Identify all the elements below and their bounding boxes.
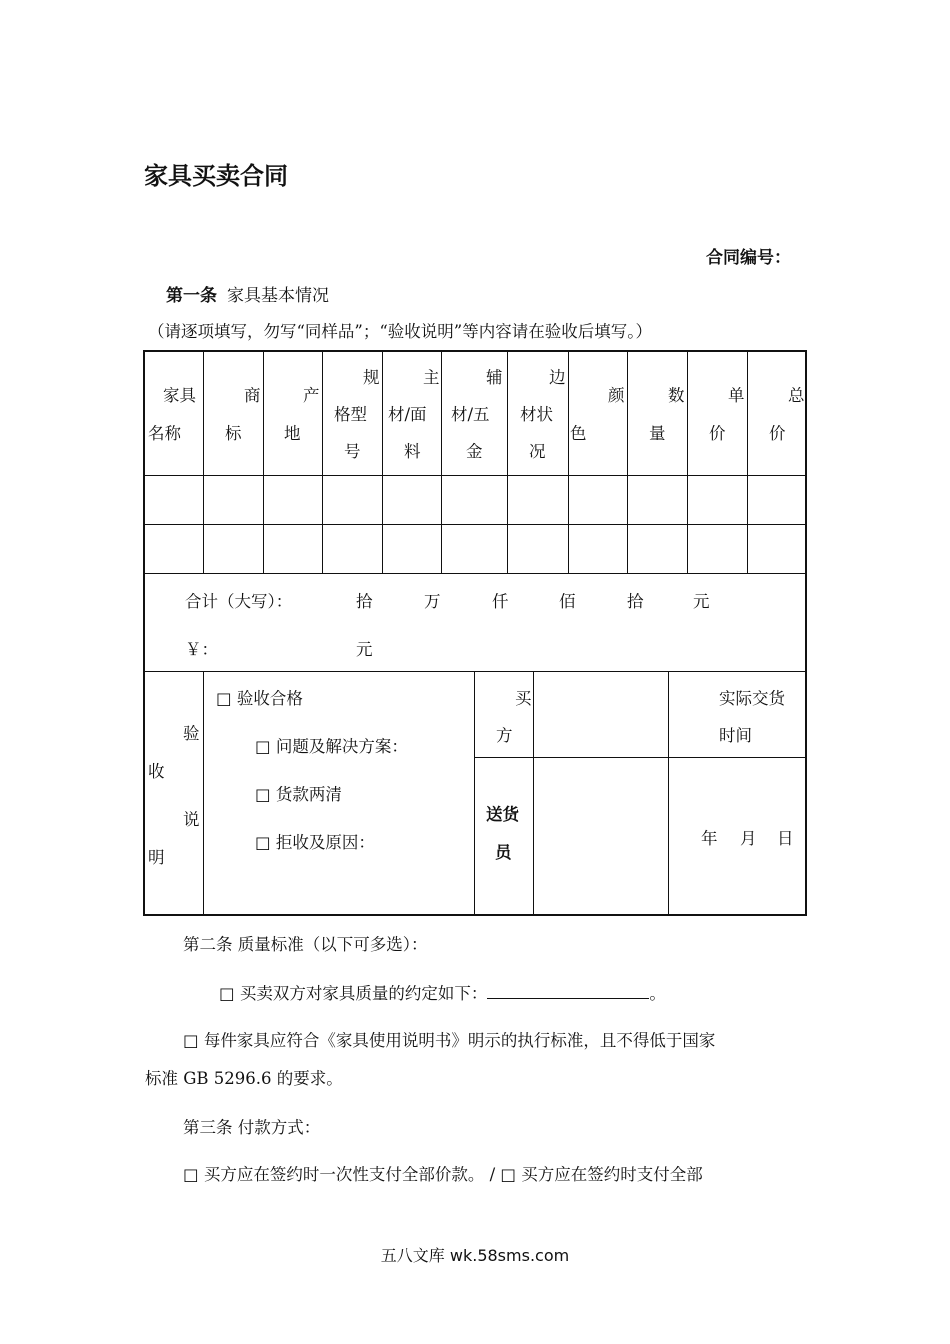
delivery-time-label-1: 实际交货: [719, 689, 785, 708]
fill-instruction-note: （请逐项填写，勿写“同样品”；“验收说明”等内容请在验收后填写。）: [148, 322, 652, 341]
header-origin-1: 产: [303, 386, 320, 405]
acceptance-label-2: 收: [148, 762, 165, 781]
header-aux-material-1: 辅: [486, 368, 503, 387]
unit-yuan: 元: [693, 592, 710, 611]
article-2-option-2-line-2: 标准 GB 5296.6 的要求。: [145, 1069, 343, 1088]
header-main-material-2: 材/面: [388, 405, 427, 424]
footer-watermark: 五八文库 wk.58sms.com: [380, 1246, 570, 1265]
header-main-material-1: 主: [423, 368, 440, 387]
unit-bai: 佰: [559, 592, 576, 611]
header-quantity-1: 数: [668, 386, 685, 405]
header-total-price-2: 价: [769, 424, 786, 443]
header-quantity-2: 量: [649, 424, 666, 443]
article-1-text: 家具基本情况: [227, 286, 329, 306]
article-2-option-1-end: 。: [649, 984, 666, 1003]
article-1-label: 第一条: [166, 286, 217, 306]
article-2-option-2-line-1[interactable]: □ 每件家具应符合《家具使用说明书》明示的执行标准，且不得低于国家: [183, 1031, 716, 1050]
article-3-heading: 第三条 付款方式：: [183, 1118, 321, 1137]
header-edge-1: 边: [549, 368, 566, 387]
yen-amount-unit: 元: [356, 640, 373, 659]
header-edge-2: 材状: [520, 405, 553, 424]
header-aux-material-2: 材/五: [451, 405, 490, 424]
option-payment-settled[interactable]: □ 货款两清: [255, 785, 342, 804]
contract-number-label: 合同编号：: [706, 248, 791, 268]
acceptance-label-1: 验: [183, 724, 200, 743]
unit-wan: 万: [424, 592, 441, 611]
date-month: 月: [740, 829, 757, 848]
unit-shi-2: 拾: [627, 592, 644, 611]
header-spec-3: 号: [344, 442, 361, 461]
article-2-option-1[interactable]: [219, 980, 666, 1004]
total-in-words-label: 合计（大写）：: [185, 592, 293, 611]
header-brand-2: 标: [225, 424, 242, 443]
header-furniture-name-1: 家具: [163, 386, 196, 405]
header-main-material-3: 料: [404, 442, 421, 461]
courier-label-2: 员: [495, 843, 512, 862]
acceptance-label-4: 明: [148, 848, 165, 867]
quality-agreement-blank[interactable]: [487, 984, 649, 999]
header-edge-3: 况: [529, 442, 546, 461]
header-unit-price-2: 价: [709, 424, 726, 443]
header-furniture-name-2: 名称: [148, 424, 181, 443]
unit-shi-1: 拾: [356, 592, 373, 611]
header-total-price-1: 总: [788, 386, 805, 405]
article-2-option-1-text: □ 买卖双方对家具质量的约定如下：: [219, 984, 488, 1003]
delivery-time-label-2: 时间: [719, 726, 752, 745]
courier-label-1: 送货: [486, 805, 519, 824]
header-origin-2: 地: [284, 424, 301, 443]
date-year: 年: [701, 829, 718, 848]
header-unit-price-1: 单: [728, 386, 745, 405]
option-accepted[interactable]: □ 验收合格: [216, 689, 303, 708]
buyer-label-2: 方: [496, 726, 513, 745]
furniture-table: [143, 350, 807, 916]
header-color-2: 色: [570, 424, 587, 443]
article-3-option-line-1[interactable]: □ 买方应在签约时一次性支付全部价款。 / □ 买方应在签约时支付全部: [183, 1165, 703, 1184]
option-issues-solution[interactable]: □ 问题及解决方案：: [255, 737, 408, 756]
header-spec-1: 规: [363, 368, 380, 387]
header-color-1: 颜: [608, 386, 625, 405]
acceptance-label-3: 说: [183, 810, 200, 829]
article-2-heading: 第二条 质量标准（以下可多选）：: [183, 935, 428, 954]
buyer-label-1: 买: [515, 689, 532, 708]
date-day: 日: [777, 829, 794, 848]
header-brand-1: 商: [244, 386, 261, 405]
document-title: 家具买卖合同: [144, 162, 288, 190]
option-rejected-reason[interactable]: □ 拒收及原因：: [255, 833, 375, 852]
yen-amount-label: ￥：: [185, 640, 218, 659]
article-1-heading: [166, 281, 329, 306]
header-spec-2: 格型: [334, 405, 367, 424]
unit-qian: 仟: [492, 592, 509, 611]
header-aux-material-3: 金: [466, 442, 483, 461]
